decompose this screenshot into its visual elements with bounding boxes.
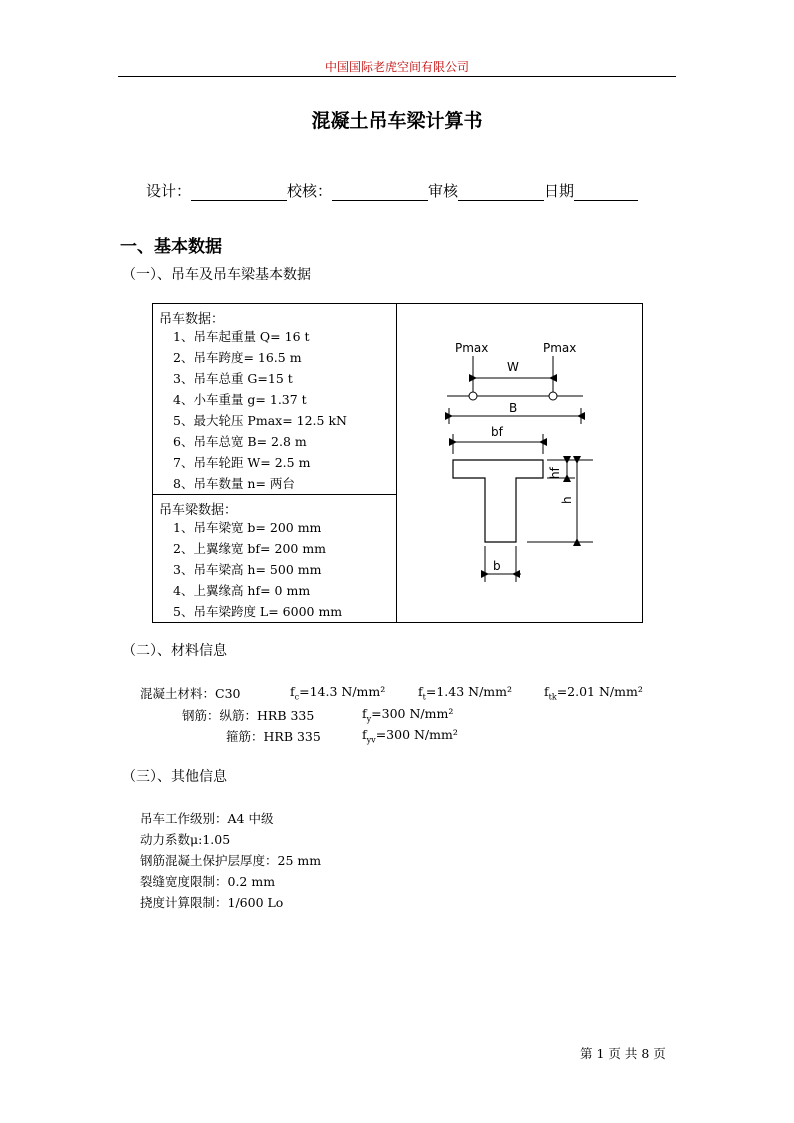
ft-number: =1.43 N/mm²	[425, 684, 513, 699]
fy-subscript: y	[366, 714, 372, 724]
review-blank	[458, 182, 544, 201]
check-blank	[332, 182, 428, 201]
crane-data-cell	[153, 304, 397, 495]
beam-section-diagram	[397, 304, 642, 617]
beam-item: 1、吊车梁宽 b= 200 mm	[173, 520, 322, 535]
ftk-subscript: tk	[548, 692, 557, 702]
other-info-item: 动力系数μ:1.05	[140, 832, 231, 847]
subsection-heading-materials: （二）、材料信息	[122, 643, 227, 659]
crane-item: 7、吊车轮距 W= 2.5 m	[173, 455, 311, 470]
wheel-right	[549, 392, 557, 400]
b-total-dim-label: B	[509, 401, 518, 415]
stirrup-material: 箍筋：HRB 335	[226, 729, 321, 744]
other-info-item: 吊车工作级别：A4 中级	[140, 811, 274, 826]
review-label: 审核	[428, 182, 459, 200]
crane-item: 4、小车重量 g= 1.37 t	[173, 392, 307, 407]
header-divider	[118, 76, 676, 77]
check-label: 校核：	[287, 182, 333, 200]
fyv-symbol: f	[362, 727, 367, 742]
header-company: 中国国际老虎空间有限公司	[324, 60, 469, 74]
ftk-value	[544, 684, 643, 702]
section-heading-1: 一、基本数据	[120, 237, 222, 257]
fy-value	[362, 706, 453, 724]
other-info-item: 挠度计算限制：1/600 Lo	[140, 895, 284, 910]
beam-item: 5、吊车梁跨度 L= 6000 mm	[173, 604, 343, 619]
t-beam-section	[453, 460, 543, 542]
other-info-item: 裂缝宽度限制：0.2 mm	[140, 874, 276, 889]
other-info-item: 钢筋混凝土保护层厚度：25 mm	[140, 853, 322, 868]
ft-subscript: t	[422, 692, 426, 702]
ft-value	[418, 684, 512, 702]
pmax-right-label: Pmax	[543, 341, 577, 355]
subsection-heading-crane: （一）、吊车及吊车梁基本数据	[122, 267, 311, 283]
page-title: 混凝土吊车梁计算书	[311, 110, 483, 132]
fy-symbol: f	[362, 706, 367, 721]
fyv-subscript: yv	[366, 735, 376, 745]
ftk-symbol: f	[544, 684, 549, 699]
date-label: 日期	[544, 182, 575, 200]
bf-dim-label: bf	[491, 425, 503, 439]
fyv-value	[362, 727, 458, 745]
fyv-number: =300 N/mm²	[375, 727, 458, 742]
fc-symbol: f	[290, 684, 295, 699]
concrete-material: 混凝土材料：C30	[140, 686, 241, 701]
crane-item: 6、吊车总宽 B= 2.8 m	[173, 434, 307, 449]
crane-data-table	[152, 303, 643, 623]
beam-diagram-cell	[397, 304, 643, 623]
date-blank	[574, 182, 638, 201]
design-blank	[191, 182, 287, 201]
rebar-material: 钢筋：纵筋：HRB 335	[182, 708, 315, 723]
fc-number: =14.3 N/mm²	[299, 684, 386, 699]
hf-dim-label: hf	[548, 467, 562, 479]
subsection-heading-other: （三）、其他信息	[122, 769, 227, 785]
h-dim-label: h	[560, 496, 574, 504]
crane-item: 1、吊车起重量 Q= 16 t	[173, 329, 310, 344]
fc-subscript: c	[294, 692, 300, 702]
fy-number: =300 N/mm²	[371, 706, 454, 721]
signoff-row	[146, 180, 638, 201]
ftk-number: =2.01 N/mm²	[556, 684, 643, 699]
crane-data-title: 吊车数据：	[159, 312, 225, 327]
wheel-left	[469, 392, 477, 400]
page-number-footer: 第 1 页 共 8 页	[580, 1046, 666, 1061]
b-web-dim-label: b	[493, 559, 501, 573]
w-dim-label: W	[507, 360, 519, 374]
crane-item: 8、吊车数量 n= 两台	[173, 476, 295, 491]
pmax-left-label: Pmax	[455, 341, 489, 355]
beam-data-cell	[153, 495, 397, 623]
ft-symbol: f	[418, 684, 423, 699]
beam-item: 2、上翼缘宽 bf= 200 mm	[173, 541, 327, 556]
beam-item: 4、上翼缘高 hf= 0 mm	[173, 583, 311, 598]
crane-item: 5、最大轮压 Pmax= 12.5 kN	[173, 413, 347, 428]
crane-item: 3、吊车总重 G=15 t	[173, 371, 293, 386]
crane-item: 2、吊车跨度= 16.5 m	[173, 350, 302, 365]
beam-data-title: 吊车梁数据：	[159, 503, 238, 518]
fc-value	[290, 684, 385, 702]
design-label: 设计：	[146, 182, 192, 200]
beam-item: 3、吊车梁高 h= 500 mm	[173, 562, 322, 577]
